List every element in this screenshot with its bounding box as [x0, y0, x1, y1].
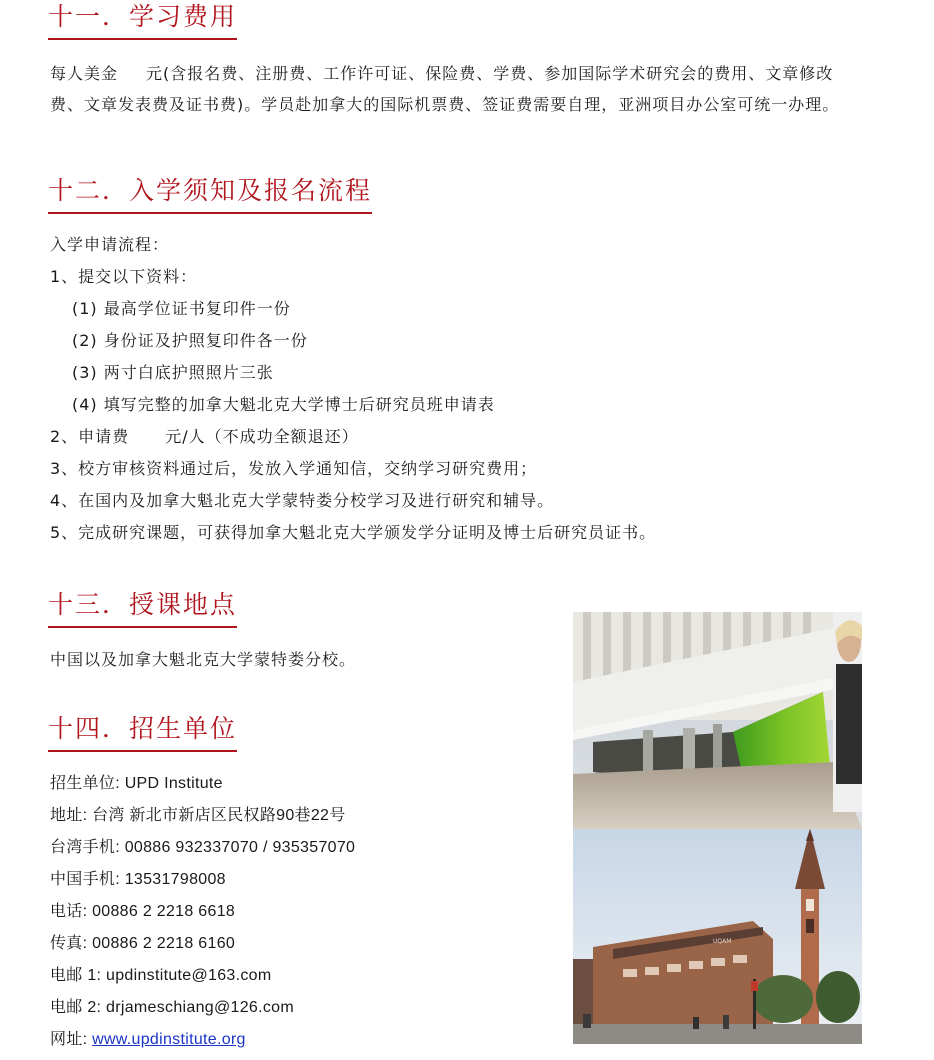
email-2: 电邮 2: drjameschiang@126.com	[50, 999, 294, 1016]
church-campus-illustration	[573, 829, 862, 1044]
building-sign: UQAM	[713, 938, 732, 945]
china-phone: 中国手机: 13531798008	[50, 871, 226, 888]
campus-building-illustration	[573, 612, 862, 829]
step-1-item-1: (1) 最高学位证书复印件一份	[72, 299, 291, 318]
website-link[interactable]: www.updinstitute.org	[92, 1031, 246, 1048]
step-1-item-2: (2) 身份证及护照复印件各一份	[72, 331, 308, 350]
step-2-detail: 元/人（不成功全额退还）	[165, 427, 359, 446]
website-label: 网址:	[50, 1031, 93, 1048]
campus-building-photo	[573, 612, 862, 829]
tuition-paragraph	[50, 58, 865, 120]
section-14-heading: 十四．招生单位	[48, 712, 237, 752]
enrollment-unit: 招生单位: UPD Institute	[50, 775, 223, 792]
section-11-heading: 十一．学习费用	[48, 0, 237, 40]
step-1: 1、提交以下资料：	[50, 267, 198, 286]
website	[50, 1030, 246, 1050]
church-campus-photo	[573, 829, 862, 1044]
taiwan-phone: 台湾手机: 00886 932337070 / 935357070	[50, 839, 356, 856]
step-1-item-4: (4) 填写完整的加拿大魁北克大学博士后研究员班申请表	[72, 395, 495, 414]
email-1: 电邮 1: updinstitute@163.com	[50, 967, 272, 984]
application-intro: 入学申请流程：	[50, 235, 170, 254]
step-2-label: 2、申请费	[50, 427, 130, 446]
telephone: 电话: 00886 2 2218 6618	[50, 903, 236, 920]
fax: 传真: 00886 2 2218 6160	[50, 935, 236, 952]
address: 地址: 台湾 新北市新店区民权路90巷22号	[50, 807, 346, 824]
fee-prefix: 每人美金	[50, 64, 119, 83]
step-4: 4、在国内及加拿大魁北克大学蒙特娄分校学习及进行研究和辅导。	[50, 491, 555, 510]
step-5: 5、完成研究课题，可获得加拿大魁北克大学颁发学分证明及博士后研究员证书。	[50, 523, 657, 542]
fee-details: 元(含报名费、注册费、工作许可证、保险费、学费、参加国际学术研究会的费用、文章修改费、文章发表费及证书费)。学员赴加拿大的国际机票费、签证费需要自理，亚洲项目办公室可统一办理。	[50, 64, 840, 114]
section-12-heading: 十二．入学须知及报名流程	[48, 174, 372, 214]
section-13-heading: 十三．授课地点	[48, 588, 237, 628]
teaching-location: 中国以及加拿大魁北克大学蒙特娄分校。	[50, 650, 357, 669]
step-3: 3、校方审核资料通过后，发放入学通知信，交纳学习研究费用；	[50, 459, 538, 478]
step-2	[50, 427, 359, 447]
step-1-item-3: (3) 两寸白底护照照片三张	[72, 363, 274, 382]
